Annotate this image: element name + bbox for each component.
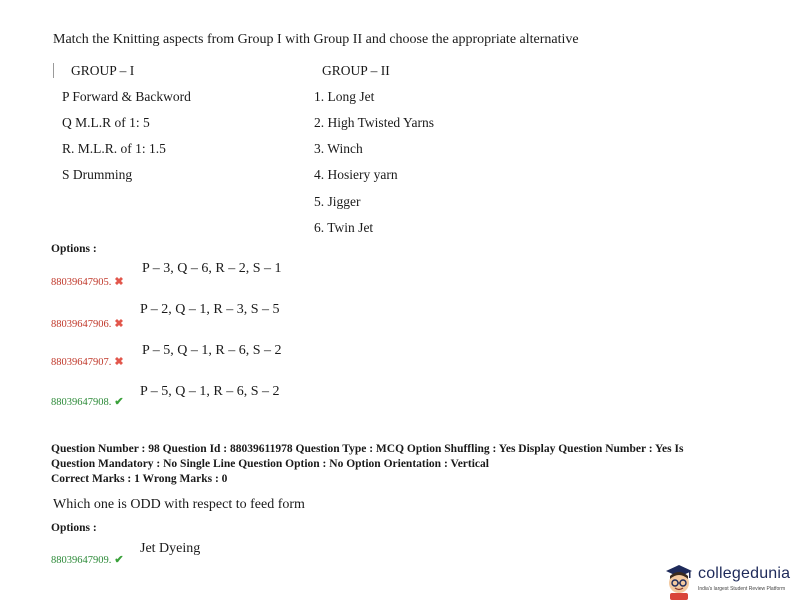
- option-row[interactable]: [51, 550, 124, 568]
- group1-item: S Drumming: [62, 167, 133, 182]
- options2-label: Options :: [51, 522, 97, 534]
- cross-icon: ✖: [114, 276, 124, 288]
- option-id: 88039647905.: [51, 277, 112, 288]
- column-divider: [53, 63, 54, 78]
- group2-item: 3. Winch: [314, 141, 363, 156]
- option-id: 88039647907.: [51, 357, 112, 368]
- option-row[interactable]: [51, 272, 124, 290]
- cross-icon: ✖: [114, 356, 124, 368]
- options-label: Options :: [51, 243, 97, 255]
- group2-header: GROUP – II: [322, 63, 390, 78]
- group1-header: GROUP – I: [71, 63, 135, 78]
- group1-item: P Forward & Backword: [62, 89, 191, 104]
- option-text: P – 2, Q – 1, R – 3, S – 5: [140, 302, 280, 317]
- check-icon: ✔: [114, 396, 124, 408]
- option-id: 88039647906.: [51, 319, 112, 330]
- check-icon: ✔: [114, 554, 124, 566]
- option-id: 88039647908.: [51, 397, 112, 408]
- collegedunia-logo: [662, 562, 791, 602]
- group2-item: 4. Hosiery yarn: [314, 167, 398, 182]
- option-text: P – 5, Q – 1, R – 6, S – 2: [140, 384, 280, 399]
- option-row[interactable]: [51, 352, 124, 370]
- option-id: 88039647909.: [51, 555, 112, 566]
- group1-item: Q M.L.R of 1: 5: [62, 115, 150, 130]
- option-text: Jet Dyeing: [140, 541, 201, 556]
- student-mascot-icon: [662, 562, 696, 600]
- cross-icon: ✖: [114, 318, 124, 330]
- option-row[interactable]: [51, 314, 124, 332]
- group1-item: R. M.L.R. of 1: 1.5: [62, 141, 166, 156]
- group2-item: 5. Jigger: [314, 194, 361, 209]
- group2-item: 2. High Twisted Yarns: [314, 115, 434, 130]
- question2-text: Which one is ODD with respect to feed form: [53, 497, 305, 512]
- meta-line: Question Number : 98 Question Id : 88039611978 Question Type : MCQ Option Shuffling : Yes Display Question Number : Yes Is: [51, 443, 684, 455]
- logo-tagline: India's largest Student Review Platform: [698, 586, 786, 592]
- meta-line: Question Mandatory : No Single Line Question Option : No Option Orientation : Vertical: [51, 458, 489, 470]
- group2-item: 1. Long Jet: [314, 89, 375, 104]
- option-text: P – 5, Q – 1, R – 6, S – 2: [142, 343, 282, 358]
- question-text: Match the Knitting aspects from Group I with Group II and choose the appropriate alternative: [53, 32, 579, 47]
- option-text: P – 3, Q – 6, R – 2, S – 1: [142, 261, 282, 276]
- meta-line: Correct Marks : 1 Wrong Marks : 0: [51, 473, 228, 485]
- group2-item: 6. Twin Jet: [314, 220, 374, 235]
- option-row[interactable]: [51, 392, 124, 410]
- logo-name: collegedunia: [698, 565, 791, 582]
